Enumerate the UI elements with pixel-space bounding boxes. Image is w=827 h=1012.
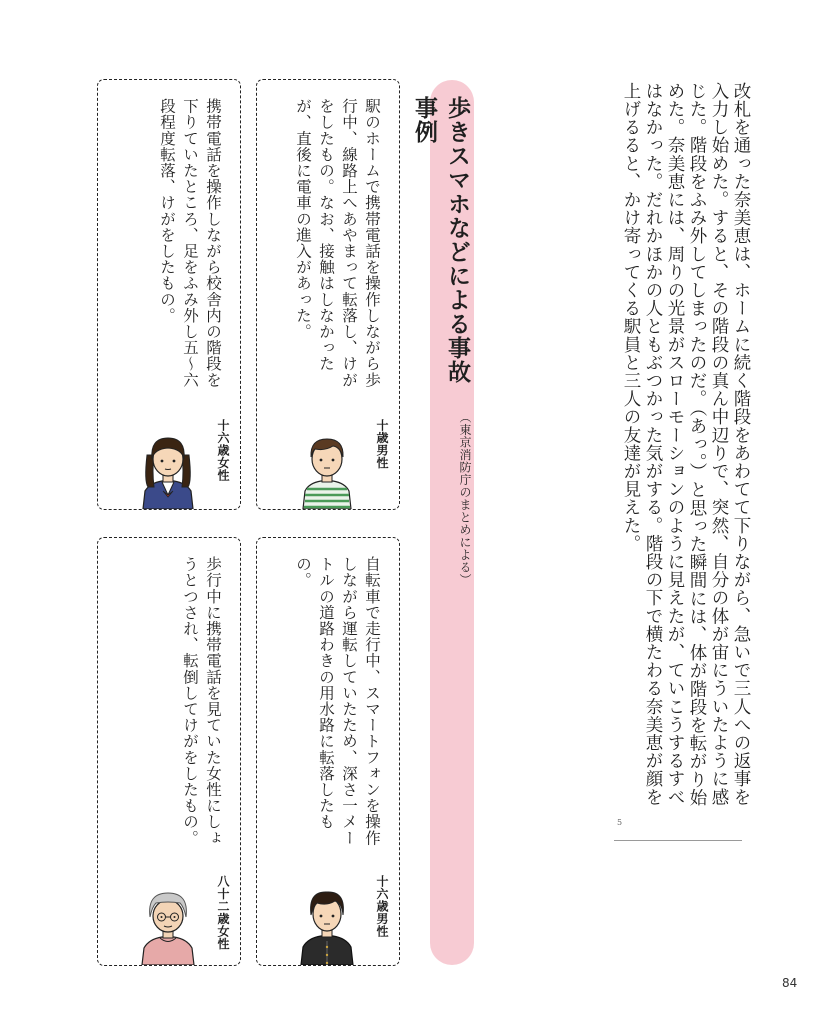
case-card-bicycle (256, 537, 400, 966)
case-card-station-platform (256, 79, 400, 510)
case-description: 駅のホームで携帯電話を操作しながら歩行中、線路上へあやまって転落し、けがをしたもの。なお、接触はしなかったが、直後に電車の進入があった。 (294, 98, 381, 388)
page-number: 84 (782, 976, 798, 990)
case-age-label: 十六歳男性 (375, 875, 389, 938)
boy-illustration (295, 425, 359, 509)
narrative-text (606, 82, 752, 812)
case-card-school-stairs (97, 79, 241, 510)
girl-illustration (136, 425, 200, 509)
narrative-divider (614, 840, 742, 841)
young-man-illustration (295, 881, 359, 965)
case-age-label: 八十二歳女性 (216, 875, 230, 950)
line-number-marker: 5 (617, 818, 623, 827)
case-description: 携帯電話を操作しながら校舎内の階段を下りていたところ、足をふみ外し五～六段程度転落、けがをしたもの。 (158, 98, 222, 388)
case-description: 歩行中に携帯電話を見ていた女性にしょうとつされ、転倒してけがをしたもの。 (181, 556, 222, 846)
case-card-pedestrian-collision (97, 537, 241, 966)
section-source: （東京消防庁のまとめによる） (458, 410, 472, 586)
case-age-label: 十歳男性 (375, 419, 389, 469)
elderly-woman-illustration (136, 881, 200, 965)
case-age-label: 十六歳女性 (216, 419, 230, 482)
narrative-paragraph: 改札を通った奈美恵は、ホームに続く階段をあわてて下りながら、急いで三人への返事を入力し始めた。すると、その階段の真ん中辺りで、突然、自分の体が宙にういたように感じた。階段をふみ外してしまったのだ。（あっ。）と思った瞬間には、体が階段を転がり始めた。奈美恵には、周りの光景がスローモーションのように見えたが、ていこうするすべはなかった。だれかほかの人ともぶつかった気がする。階段の下で横たわる奈美恵が顔を上げるると、かけ寄ってくる駅員と三人の友達が見えた。 (621, 82, 751, 807)
case-description: 自転車で走行中、スマートフォンを操作しながら運転していたため、深さ一メートルの道路わきの用水路に転落したもの。 (294, 556, 381, 846)
section-title: 歩きスマホなどによる事故事例 (411, 96, 470, 384)
